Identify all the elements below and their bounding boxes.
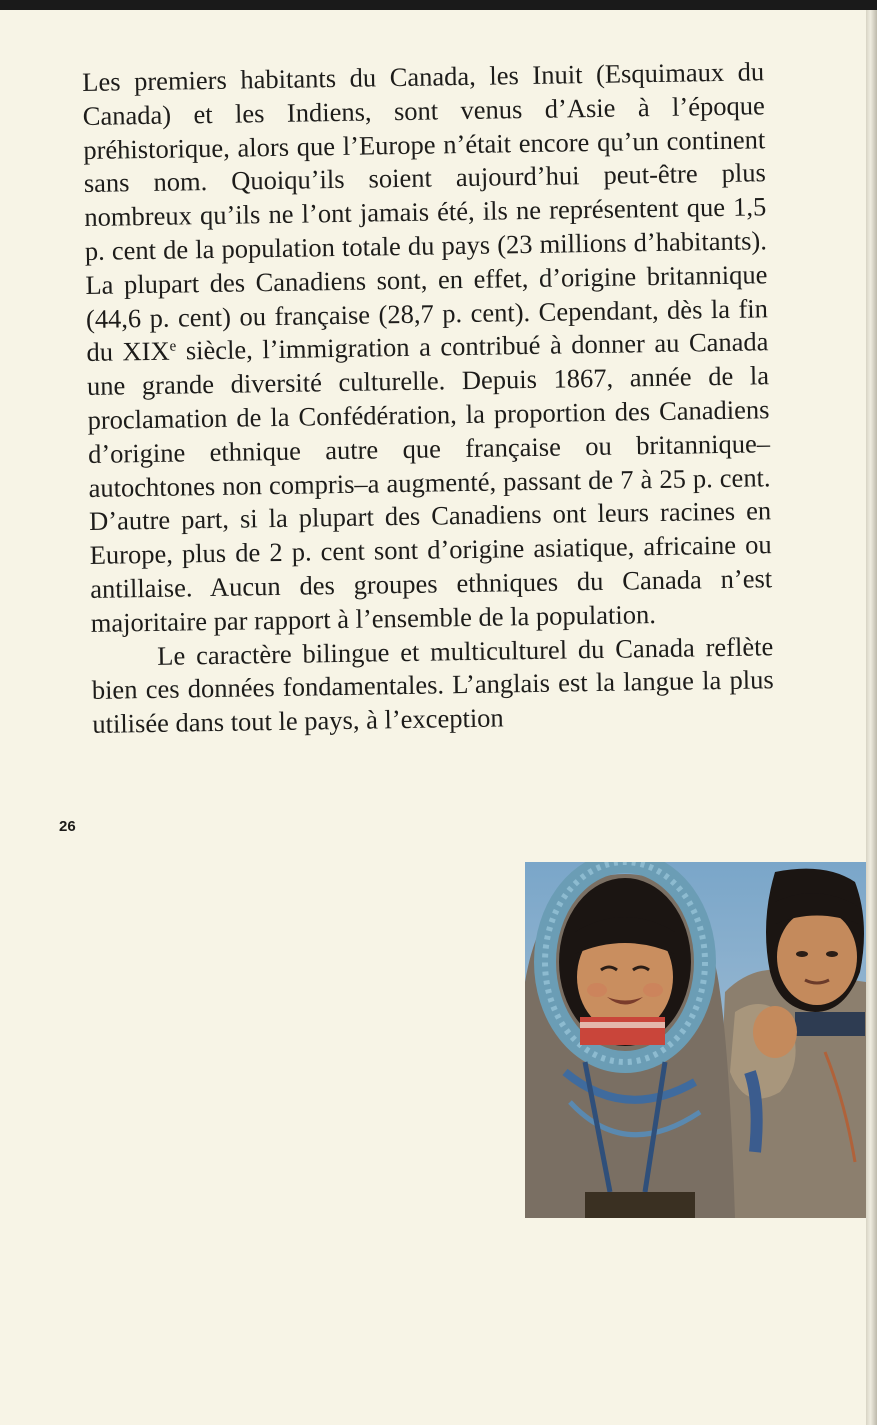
- left-child-belt: [585, 1192, 695, 1218]
- page-edge: [866, 10, 877, 1425]
- left-child-cheek-left: [587, 983, 607, 997]
- paragraph-1-part-2: siècle, l’immigration a contribué à donner au Canada une grande diversité culturelle. Depuis 1867, année de la proclamation de la Confédération, la proportion des Canadiens d’origine ethnique autre que française ou britannique–autochtones non compris–a augmenté, passant de 7 à 25 p. cent. D’autre part, si la plupart des Canadiens ont leurs racines en Europe, plus de 2 p. cent sont d’origine asiatique, africaine ou antillaise. Aucun des groupes ethniques du Canada n’est majoritaire par rapport à l’ensemble de la population.: [86, 326, 773, 638]
- left-child-cheek-right: [643, 983, 663, 997]
- paragraph-1: [82, 55, 773, 640]
- right-child-eye-right: [826, 951, 838, 957]
- paragraph-2: Le caractère bilingue et multiculturel du Canada reflète bien ces données fondamentales. L’anglais est la langue la plus utilisée dans tout le pays, à l’exception: [91, 630, 774, 740]
- inuit-children-photo: [525, 862, 866, 1218]
- right-child-sleeve: [750, 1072, 757, 1152]
- left-child-sweater: [580, 1017, 665, 1045]
- right-child-collar: [795, 1012, 865, 1036]
- paragraph-1-part-1: Les premiers habitants du Canada, les Inuit (Esquimaux du Canada) et les Indiens, sont venus d’Asie à l’époque préhistorique, alors que l’Europe n’était encore qu’un continent sans nom. Quoiqu’ils soient aujourd’hui peut-être plus nombreux qu’ils ne l’ont jamais été, ils ne représentent que 1,5 p. cent de la population totale du pays (23 millions d’habitants). La plupart des Canadiens sont, en effet, d’origine britannique (44,6 p. cent) ou française (28,7 p. cent). Cependant, dès la fin du XIX: [82, 56, 769, 368]
- right-child-hand: [753, 1006, 797, 1058]
- century-superscript: e: [169, 338, 177, 356]
- right-child-eye-left: [796, 951, 808, 957]
- page-number: 26: [59, 818, 76, 835]
- left-child-sweater-pattern: [580, 1022, 665, 1028]
- photo-illustration: [525, 862, 866, 1218]
- right-child-face: [777, 909, 857, 1005]
- body-text: [82, 55, 775, 742]
- right-child-parka: [715, 970, 866, 1219]
